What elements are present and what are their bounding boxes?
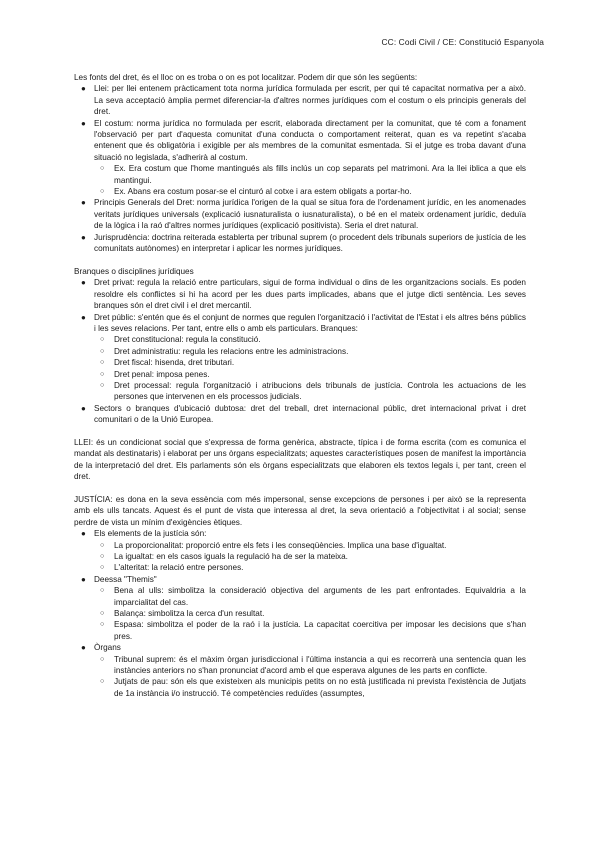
- llei-paragraph: LLEI: és un condicionat social que s'expressa de forma genèrica, abstracte, típica i de forma escrita (com es comunica el mandat als destinataris) i elaborat per uns òrgans especialitzats; aquestes característiques posen de manifest la importància de la interpretació del dret. Els parlaments són els òrgans especialitzats que elaboren els textos legals i, per tant, creen el dret.: [74, 437, 526, 482]
- sublist-item: ○ La proporcionalitat: proporció entre els fets i les conseqüències. Implica una base d'igualtat.: [100, 540, 447, 550]
- sublist-item: ○ Dret processal: regula l'organització i atribucions dels tribunals de justícia. Controla les actuacions de les persones que intervenen en els processos judicials.: [100, 380, 526, 402]
- bullet-icon: ●: [81, 529, 86, 539]
- bullet-icon: ●: [81, 84, 86, 94]
- sublist-item: ○ La igualtat: en els casos iguals la regulació ha de ser la mateixa.: [100, 552, 348, 562]
- circle-bullet-icon: ○: [100, 610, 105, 618]
- justicia-paragraph: JUSTÍCIA: es dona en la seva essència com més impersonal, sense excepcions de persones i per això se la representa amb els ulls tancats. Aquest és el punt de vista que interessa al dret, la seva orientació a l'objectivitat i al social; sense perdre de vista un mínim d'exigències ètiques.: [74, 494, 526, 527]
- sublist-item: ○ Bena al ulls: simbolitza la consideració objectiva del arguments de les part enfrontades. Equivaldria a la imparcialitat del cas.: [100, 586, 526, 607]
- list-item: ● Jurisprudència: doctrina reiterada establerta per tribunal suprem (o procedent dels tribunals superiors de justícia de les comunitats autònomes) en interpretar i aplicar les normes jurídiques.: [81, 232, 526, 254]
- bullet-icon: ●: [81, 574, 86, 584]
- sublist-item: ○ Tribunal suprem: és el màxim òrgan jurisdiccional i l'última instancia a qui es recorrerà una sentencia quan les instàncies anteriors no s'han pronunciat d'acord amb el que esperava algunes de les parts en conflicte.: [100, 654, 526, 676]
- bullet-icon: ●: [81, 198, 86, 208]
- bullet-icon: ●: [81, 118, 86, 128]
- list-item: ● Els elements de la justícia són: ○ La proporcionalitat: proporció entre els fets i les conseqüències. Implica una base d'igualtat. ○ La igualtat: en els casos iguals la regulació ha de ser la mateixa. ○ L'alteritat: la relació entre persones.: [74, 528, 526, 574]
- page-header: CC: Codi Civil / CE: Constitució Espanyola: [381, 37, 544, 47]
- circle-bullet-icon: ○: [100, 370, 105, 378]
- circle-bullet-icon: ○: [100, 655, 105, 663]
- sublist: [74, 540, 526, 574]
- bullet-icon: ●: [81, 403, 86, 413]
- list-item: ● Dret públic: s'entén que és el conjunt de normes que regulen l'organització i l'activitat de l'Estat i els altres béns públics i les seves relacions. Per tant, entre ells o amb els particulars. Branques: ○ Dret constitucional: regula la constitució. ○ Dret administratiu: regula les relacions entre les administracions. ○ Dret fiscal: hisenda, dret tributari. ○ Dret penal: imposa penes. ○ Dret processal: regula l'organització i atribucions dels tribunals de justícia. Controla les actuacions de les persones que intervenen en els processos judicials.: [74, 312, 526, 403]
- sublist: [74, 585, 526, 642]
- sublist-item: ○ Jutjats de pau: són els que existeixen als municipis petits on no està justificada ni prevista l'existència de Jutjats de 1a instància i/o instrucció. Té competències reduïdes (assumptes,: [100, 677, 526, 698]
- bullet-icon: ●: [81, 278, 86, 288]
- sublist-item: ○ Dret administratiu: regula les relacions entre les administracions.: [100, 346, 349, 356]
- list-item: ● Principis Generals del Dret: norma jurídica l'origen de la qual se situa fora de l'ordenament jurídic, en les anomenades veritats jurídiques universals (explicació iusnaturalista o iusnaturalista), o bé en el mateix ordenament jurídic, deduïa de la lògica i la raó d'altres normes jurídiques (explicació positivista). Seria el dret natural.: [81, 198, 526, 231]
- bullet-icon: ●: [81, 312, 86, 322]
- circle-bullet-icon: ○: [100, 678, 105, 686]
- sublist-item: ○ Ex. Era costum que l'home mantingués als fills inclús un cop separats pel matrimoni. Ara la llei iblica a que els mantingui.: [100, 164, 526, 185]
- circle-bullet-icon: ○: [100, 347, 105, 355]
- sublist-item: ○ Ex. Abans era costum posar-se el cinturó al cotxe i ara estem obligats a portar-ho.: [100, 187, 412, 197]
- circle-bullet-icon: ○: [100, 359, 105, 367]
- justicia-list: [74, 528, 526, 699]
- branques-list: [74, 277, 526, 425]
- bullet-icon: ●: [81, 643, 86, 653]
- sublist-item: ○ Dret penal: imposa penes.: [100, 369, 210, 379]
- document-body: [74, 72, 526, 699]
- circle-bullet-icon: ○: [100, 381, 105, 389]
- circle-bullet-icon: ○: [100, 188, 105, 196]
- circle-bullet-icon: ○: [100, 564, 105, 572]
- fonts-intro: Les fonts del dret, és el lloc on es troba o on es pot localitzar. Podem dir que són les següents:: [74, 73, 418, 82]
- sublist: [74, 334, 526, 402]
- list-item: ● Llei: per llei entenem pràcticament tota norma jurídica formulada per escrit, per qui té capacitat normativa per a això. La seva acceptació àmplia permet diferenciar-la d'altres normes jurídiques com el costum o els principis generals del dret.: [81, 84, 526, 117]
- circle-bullet-icon: ○: [100, 336, 105, 344]
- list-item: ● Deessa "Themis" ○ Bena al ulls: simbolitza la consideració objectiva del arguments de les part enfrontades. Equivaldria a la imparcialitat del cas. ○ Balança: simbolitza la cerca d'un resultat. ○ Espasa: simbolitza el poder de la raó i la justícia. La capacitat coercitiva per imposar les decisions que s'han pres.: [74, 574, 526, 642]
- list-item: ● El costum: norma jurídica no formulada per escrit, elaborada directament per la comunitat, que té com a fonament l'observació per part d'aquesta comunitat d'una conducta o comportament reiterat, quan es va repetint s'acaba entenent que és obligatòria i exigible per als membres de la comunitat esmentada. Si el jutge es troba davant d'una situació no legislada, s'adherirà al costum. ○ Ex. Era costum que l'home mantingués als fills inclús un cop separats pel matrimoni. Ara la llei iblica a que els mantingui. ○ Ex. Abans era costum posar-se el cinturó al cotxe i ara estem obligats a portar-ho.: [74, 118, 526, 198]
- sublist-item: ○ L'alteritat: la relació entre persones.: [100, 563, 244, 573]
- fonts-list: [74, 83, 526, 254]
- branques-title: Branques o disciplines jurídiques: [74, 266, 194, 276]
- sublist-item: ○ Espasa: simbolitza el poder de la raó i la justícia. La capacitat coercitiva per imposar les decisions que s'han pres.: [100, 620, 526, 641]
- sublist-item: ○ Dret fiscal: hisenda, dret tributari.: [100, 358, 235, 368]
- circle-bullet-icon: ○: [100, 541, 105, 549]
- circle-bullet-icon: ○: [100, 165, 105, 173]
- sublist: [74, 163, 526, 197]
- list-item: ● Sectors o branques d'ubicació dubtosa: dret del treball, dret internacional públic, dret internacional privat i dret comunitari o de la Unió Europea.: [81, 403, 526, 425]
- bullet-icon: ●: [81, 232, 86, 242]
- list-item: ● Dret privat: regula la relació entre particulars, sigui de forma individual o dins de les organitzacions socials. Es poden resoldre els conflictes si hi ha acord per les dues parts implicades, abans que el jutge dicti sentència. Les seves branques són el dret civil i el dret mercantil.: [81, 278, 526, 311]
- sublist-item: ○ Balança: simbolitza la cerca d'un resultat.: [100, 609, 265, 619]
- circle-bullet-icon: ○: [100, 587, 105, 595]
- list-item: ● Òrgans ○ Tribunal suprem: és el màxim òrgan jurisdiccional i l'última instancia a qui es recorrerà una sentencia quan les instàncies anteriors no s'han pronunciat d'acord amb el que esperava algunes de les parts en conflicte. ○ Jutjats de pau: són els que existeixen als municipis petits on no està justificada ni prevista l'existència de Jutjats de 1a instància i/o instrucció. Té competències reduïdes (assumptes,: [74, 642, 526, 699]
- sublist-item: ○ Dret constitucional: regula la constitució.: [100, 335, 261, 345]
- sublist: [74, 654, 526, 700]
- circle-bullet-icon: ○: [100, 621, 105, 629]
- circle-bullet-icon: ○: [100, 553, 105, 561]
